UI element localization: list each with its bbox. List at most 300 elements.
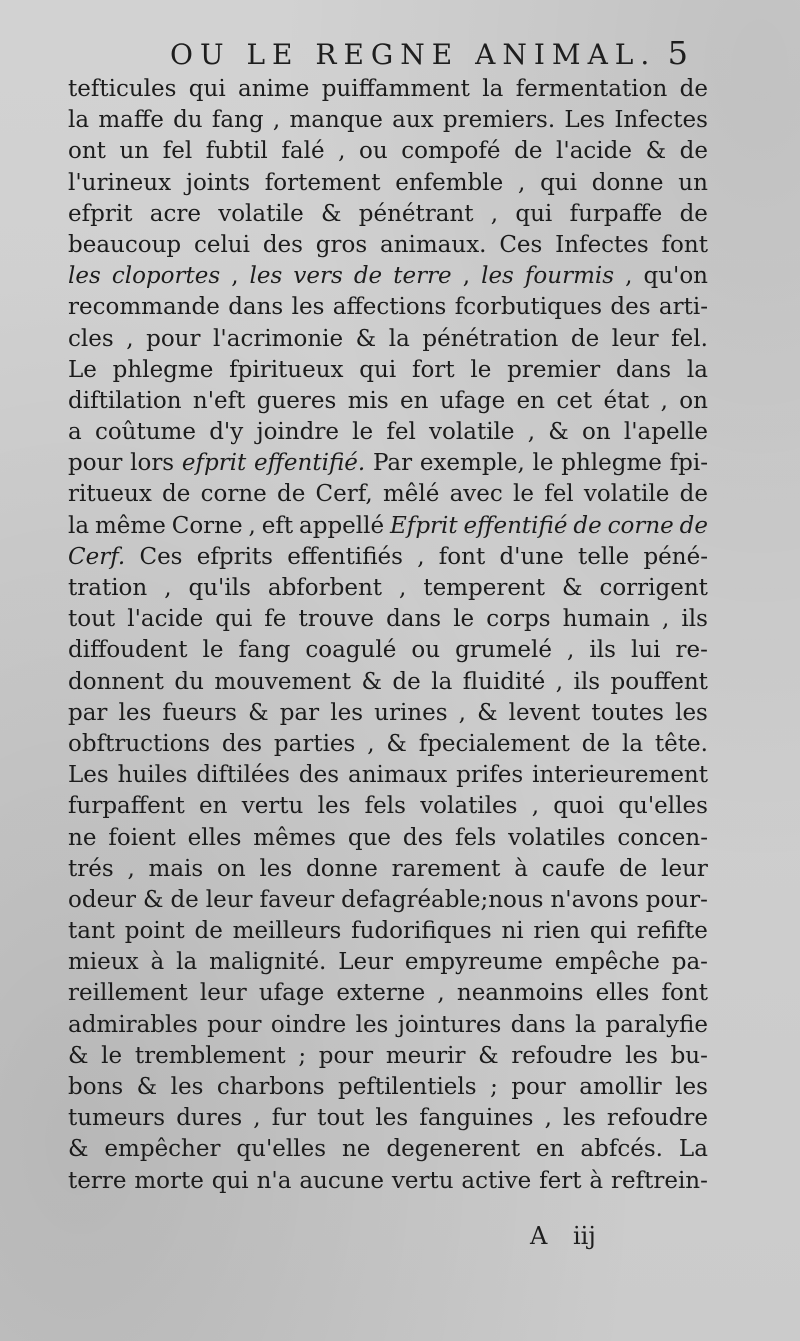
text-line bbox=[68, 1103, 708, 1134]
word: fels bbox=[364, 793, 406, 820]
word: coagulé bbox=[305, 637, 397, 664]
word: , bbox=[555, 668, 564, 695]
word: donne bbox=[306, 855, 378, 882]
word: les bbox=[562, 1105, 596, 1132]
word: efprit bbox=[68, 200, 133, 227]
word: admirables bbox=[68, 1011, 198, 1038]
word: de bbox=[679, 76, 708, 102]
word: puiffamment bbox=[321, 76, 470, 102]
word: & bbox=[548, 419, 569, 446]
text-line bbox=[68, 854, 708, 885]
word: pour bbox=[146, 325, 201, 352]
word: état bbox=[603, 387, 650, 414]
text-line bbox=[68, 324, 708, 355]
word: les bbox=[317, 793, 351, 820]
text-line bbox=[68, 916, 708, 947]
word: les bbox=[170, 1074, 204, 1100]
word: le bbox=[453, 606, 475, 633]
word: appellé bbox=[299, 512, 385, 539]
word: , bbox=[660, 387, 668, 414]
word: amollir bbox=[579, 1074, 662, 1100]
word: exemple, bbox=[419, 450, 525, 477]
word: tumeurs bbox=[68, 1105, 166, 1132]
word: leur bbox=[611, 325, 659, 352]
word: Les bbox=[564, 107, 606, 134]
italic-word: les bbox=[68, 263, 101, 290]
word: , bbox=[661, 606, 670, 633]
word: , bbox=[527, 419, 536, 446]
text-line bbox=[68, 729, 708, 760]
word: Ces bbox=[139, 543, 183, 570]
word: arti- bbox=[658, 294, 708, 321]
word: gros bbox=[315, 231, 368, 258]
italic-word: corne bbox=[607, 512, 674, 539]
word: fel bbox=[162, 138, 193, 165]
word: la bbox=[431, 668, 453, 695]
word: des bbox=[402, 824, 444, 851]
word: fluidité bbox=[462, 668, 546, 695]
word: caufe bbox=[541, 855, 606, 882]
word: ils bbox=[589, 637, 616, 664]
word: mêmes bbox=[253, 824, 336, 851]
word: un bbox=[119, 138, 150, 165]
word: , bbox=[490, 200, 499, 227]
word: defagréable;nous bbox=[341, 886, 544, 913]
word: volatile bbox=[583, 481, 670, 508]
word: Leur bbox=[338, 949, 393, 976]
word: fubtil bbox=[205, 138, 268, 165]
italic-word: de bbox=[679, 512, 708, 539]
word: celui bbox=[193, 231, 250, 258]
word: reillement bbox=[68, 980, 188, 1007]
word: d'une bbox=[499, 543, 564, 570]
text-line bbox=[68, 1134, 708, 1165]
word: neanmoins bbox=[456, 980, 584, 1007]
word: Le bbox=[68, 356, 97, 383]
text-line bbox=[68, 604, 708, 635]
word: en bbox=[536, 1136, 565, 1163]
word: fcorbutiques bbox=[454, 294, 603, 321]
word: , bbox=[518, 169, 526, 196]
word: d'y bbox=[209, 419, 244, 446]
word: à bbox=[150, 949, 165, 976]
word: par bbox=[279, 699, 320, 726]
word: meilleurs bbox=[232, 918, 342, 945]
word: du bbox=[173, 107, 203, 134]
italic-word: effentifié bbox=[463, 512, 568, 539]
word: & bbox=[561, 575, 583, 601]
text-line bbox=[68, 168, 708, 199]
word: Ces bbox=[499, 231, 543, 258]
word: fur bbox=[271, 1105, 307, 1132]
word: elles bbox=[595, 980, 650, 1007]
word: pour bbox=[318, 1042, 374, 1069]
word: , bbox=[437, 980, 445, 1007]
word: animaux bbox=[348, 762, 448, 789]
word: de bbox=[194, 918, 223, 945]
word: mais bbox=[148, 855, 204, 882]
word: ufage bbox=[439, 387, 506, 414]
word: & bbox=[68, 1136, 89, 1163]
word: tout bbox=[68, 606, 116, 633]
italic-word: de bbox=[353, 263, 383, 290]
word: volatile bbox=[218, 200, 304, 227]
word: corps bbox=[486, 606, 551, 633]
word: dans bbox=[510, 1011, 566, 1038]
word: tefticules bbox=[68, 76, 177, 102]
word: on bbox=[581, 419, 611, 446]
word: ne bbox=[341, 1136, 371, 1163]
word: furpaffent bbox=[68, 793, 185, 820]
word: grumelé bbox=[455, 637, 552, 664]
word: l'apelle bbox=[623, 419, 708, 446]
word: ou bbox=[359, 138, 388, 165]
word: , bbox=[367, 730, 375, 757]
word: la bbox=[621, 730, 644, 757]
word: qu'elles bbox=[236, 1136, 327, 1163]
word: à bbox=[514, 855, 528, 882]
word: falé bbox=[281, 138, 325, 165]
word: fermentation bbox=[515, 76, 668, 102]
word: l'acrimonie bbox=[213, 325, 344, 352]
word: humain bbox=[562, 606, 650, 633]
word: tout bbox=[317, 1105, 365, 1132]
word: le bbox=[532, 450, 554, 477]
word: les bbox=[330, 699, 364, 726]
word: la bbox=[176, 949, 198, 976]
word: reftrein- bbox=[610, 1167, 708, 1194]
word: en bbox=[199, 793, 228, 820]
word: du bbox=[174, 668, 204, 695]
word: & bbox=[386, 730, 407, 757]
word: l'urineux bbox=[68, 169, 172, 196]
word: n'eft bbox=[192, 387, 246, 414]
text-line bbox=[68, 573, 708, 604]
word: affections bbox=[332, 294, 447, 321]
word: volatiles bbox=[420, 793, 518, 820]
text-line bbox=[68, 448, 708, 479]
word: la bbox=[482, 76, 504, 102]
word: qui bbox=[215, 606, 253, 633]
word: les bbox=[675, 1074, 708, 1100]
page-number: 5 bbox=[667, 34, 688, 72]
word: Infectes bbox=[614, 107, 708, 134]
word: coûtume bbox=[94, 419, 196, 446]
word: gueres bbox=[256, 387, 337, 414]
page-header bbox=[0, 30, 800, 78]
word: qui bbox=[359, 356, 397, 383]
word: fert bbox=[539, 1167, 582, 1194]
word: recommande bbox=[68, 294, 220, 321]
word: & bbox=[355, 325, 377, 352]
text-line bbox=[68, 479, 708, 510]
word: Corne bbox=[171, 512, 243, 539]
italic-word: Efprit bbox=[390, 512, 458, 539]
text-line bbox=[68, 355, 708, 386]
word: en bbox=[516, 387, 545, 414]
word: La bbox=[678, 1136, 708, 1163]
word: morte bbox=[134, 1167, 204, 1194]
word: en bbox=[400, 387, 429, 414]
text-line bbox=[68, 823, 708, 854]
word: externe bbox=[336, 980, 426, 1007]
word: , bbox=[338, 138, 346, 165]
word: tête. bbox=[654, 730, 708, 757]
word: fpecialement bbox=[418, 730, 570, 757]
word: terre bbox=[68, 1167, 127, 1194]
word: on bbox=[217, 855, 246, 882]
word: des bbox=[610, 294, 651, 321]
italic-word: terre bbox=[393, 263, 452, 290]
page-footer bbox=[0, 1222, 800, 1262]
word: empêche bbox=[554, 949, 660, 976]
word: ufage bbox=[258, 980, 325, 1007]
word: leur bbox=[205, 886, 253, 913]
italic-word: efprit bbox=[181, 450, 247, 477]
word: rien bbox=[533, 918, 581, 945]
text-line bbox=[68, 791, 708, 822]
word: enfemble bbox=[395, 169, 504, 196]
word: tant bbox=[68, 918, 116, 945]
word: les bbox=[118, 699, 152, 726]
word: lui bbox=[630, 637, 661, 664]
word: a bbox=[68, 419, 82, 446]
text-line bbox=[68, 105, 708, 136]
word: concen- bbox=[617, 824, 708, 851]
word: malignité. bbox=[209, 949, 327, 976]
text-line bbox=[68, 292, 708, 323]
text-line bbox=[68, 667, 708, 698]
word: pa- bbox=[671, 949, 708, 976]
word: bu- bbox=[670, 1042, 708, 1069]
word: & bbox=[361, 668, 382, 695]
word: fortement bbox=[264, 169, 381, 196]
word: le bbox=[513, 481, 534, 508]
word: , bbox=[127, 855, 135, 882]
word: avec bbox=[449, 481, 503, 508]
word: péné- bbox=[643, 543, 708, 570]
word: de bbox=[276, 481, 306, 508]
word: ne bbox=[68, 824, 97, 851]
word: , bbox=[231, 263, 239, 290]
word: & bbox=[645, 138, 667, 165]
word: charbons bbox=[216, 1074, 325, 1100]
text-line bbox=[68, 136, 708, 167]
word: de bbox=[392, 668, 421, 695]
text-line bbox=[68, 542, 708, 573]
word: telle bbox=[578, 543, 630, 570]
word: leur bbox=[199, 980, 247, 1007]
word: empyreume bbox=[404, 949, 543, 976]
italic-word: les bbox=[249, 263, 283, 290]
word: fpiritueux bbox=[229, 356, 344, 383]
word: , bbox=[126, 325, 134, 352]
word: l'acide bbox=[127, 606, 204, 633]
word: levent bbox=[508, 699, 581, 726]
word: des bbox=[221, 730, 263, 757]
word: paralyfie bbox=[605, 1011, 708, 1038]
word: refifte bbox=[636, 918, 708, 945]
running-title: OU LE REGNE ANIMAL. bbox=[170, 38, 657, 71]
word: diftilées bbox=[196, 762, 290, 789]
word: de bbox=[619, 855, 648, 882]
word: donne bbox=[591, 169, 664, 196]
word: que bbox=[347, 824, 392, 851]
word: des bbox=[262, 231, 303, 258]
word: prifes bbox=[456, 762, 524, 789]
word: meurir bbox=[385, 1042, 466, 1069]
word: phlegme bbox=[561, 450, 662, 477]
word: ritueux bbox=[68, 481, 152, 508]
word: de bbox=[679, 200, 708, 227]
word: même bbox=[94, 512, 166, 539]
word: effentifiés bbox=[287, 543, 403, 570]
word: de bbox=[570, 325, 600, 352]
word: fels bbox=[454, 824, 497, 851]
word: mieux bbox=[68, 949, 139, 976]
text-line bbox=[68, 417, 708, 448]
word: trés bbox=[68, 855, 114, 882]
word: fel. bbox=[671, 325, 708, 352]
word: de bbox=[162, 481, 191, 508]
word: qui bbox=[188, 76, 226, 102]
word: beaucoup bbox=[68, 231, 182, 258]
word: la bbox=[68, 512, 90, 539]
word: huiles bbox=[117, 762, 188, 789]
word: abfcés. bbox=[580, 1136, 663, 1163]
italic-word: de bbox=[573, 512, 602, 539]
text-line bbox=[68, 885, 708, 916]
word: jointures bbox=[397, 1011, 502, 1038]
word: trouve bbox=[298, 606, 374, 633]
word: de bbox=[679, 138, 708, 165]
word: active bbox=[461, 1167, 532, 1194]
word: dures bbox=[176, 1105, 243, 1132]
word: dans bbox=[616, 356, 672, 383]
italic-word: les bbox=[481, 263, 514, 290]
word: & bbox=[248, 699, 269, 726]
word: aucune bbox=[299, 1167, 384, 1194]
word: phlegme bbox=[112, 356, 214, 383]
word: parties bbox=[273, 730, 356, 757]
word: le bbox=[101, 1042, 123, 1069]
word: fang bbox=[238, 637, 291, 664]
word: manque bbox=[289, 107, 383, 134]
word: qu'ils bbox=[188, 575, 251, 601]
body-text bbox=[68, 74, 708, 1197]
word: les bbox=[355, 1011, 389, 1038]
word: ils bbox=[573, 668, 601, 695]
word: cet bbox=[556, 387, 593, 414]
word: de bbox=[170, 886, 199, 913]
word: , bbox=[248, 512, 256, 539]
word: & bbox=[477, 699, 498, 726]
word: temperent bbox=[423, 575, 545, 601]
word: dans bbox=[386, 606, 442, 633]
word: & bbox=[142, 886, 164, 913]
word: par bbox=[68, 699, 108, 726]
signature-mark: A iij bbox=[530, 1222, 596, 1250]
word: la bbox=[686, 356, 708, 383]
text-line bbox=[68, 261, 708, 292]
text-line bbox=[68, 230, 708, 261]
word: , bbox=[567, 637, 575, 664]
word: fort bbox=[411, 356, 455, 383]
word: & bbox=[136, 1074, 158, 1100]
word: fe bbox=[264, 606, 287, 633]
word: aux bbox=[392, 107, 434, 134]
text-line bbox=[68, 199, 708, 230]
word: un bbox=[678, 169, 708, 196]
word: volatiles bbox=[508, 824, 606, 851]
word: fel bbox=[544, 481, 574, 508]
word: refoudre bbox=[606, 1105, 708, 1132]
text-line bbox=[68, 1041, 708, 1072]
word: le bbox=[202, 637, 224, 664]
word: qui bbox=[211, 1167, 249, 1194]
word: qui bbox=[540, 169, 577, 196]
word: , bbox=[462, 263, 471, 290]
word: & bbox=[68, 1042, 89, 1069]
word: la bbox=[575, 1011, 597, 1038]
word: la bbox=[388, 325, 410, 352]
word: des bbox=[298, 762, 340, 789]
word: joints bbox=[185, 169, 251, 196]
word: vertu bbox=[241, 793, 304, 820]
word: pénétration bbox=[422, 325, 559, 352]
word: ni bbox=[501, 918, 524, 945]
word: dans bbox=[228, 294, 284, 321]
word: tremblement bbox=[134, 1042, 286, 1069]
text-line bbox=[68, 635, 708, 666]
word: & bbox=[478, 1042, 499, 1069]
word: , bbox=[531, 793, 540, 820]
word: les bbox=[675, 699, 708, 726]
word: pour bbox=[207, 1011, 262, 1038]
word: lors bbox=[130, 450, 175, 477]
word: joindre bbox=[256, 419, 339, 446]
word: fang bbox=[211, 107, 264, 134]
word: qui bbox=[515, 200, 553, 227]
word: , bbox=[272, 107, 281, 134]
word: vertu bbox=[391, 1167, 454, 1194]
word: les bbox=[375, 1105, 409, 1132]
word: furpaffe bbox=[569, 200, 663, 227]
word: l'acide bbox=[556, 138, 632, 165]
word: , bbox=[458, 699, 466, 726]
text-line bbox=[68, 1010, 708, 1041]
word: mis bbox=[347, 387, 389, 414]
word: urines bbox=[374, 699, 448, 726]
word: font bbox=[438, 543, 486, 570]
text-line bbox=[68, 760, 708, 791]
italic-word: effentifié. bbox=[254, 450, 366, 477]
text-line bbox=[68, 74, 708, 105]
word: la bbox=[68, 107, 90, 134]
word: foient bbox=[108, 824, 176, 851]
word: qu'elles bbox=[618, 793, 708, 820]
word: pour bbox=[511, 1074, 566, 1100]
word: à bbox=[589, 1167, 604, 1194]
word: pour bbox=[68, 450, 123, 477]
word: fudorifiques bbox=[351, 918, 492, 945]
word: fanguines bbox=[419, 1105, 534, 1132]
word: le bbox=[352, 419, 374, 446]
word: eft bbox=[261, 512, 294, 539]
word: les bbox=[259, 855, 293, 882]
word: compofé bbox=[401, 138, 501, 165]
word: ; bbox=[490, 1074, 498, 1100]
